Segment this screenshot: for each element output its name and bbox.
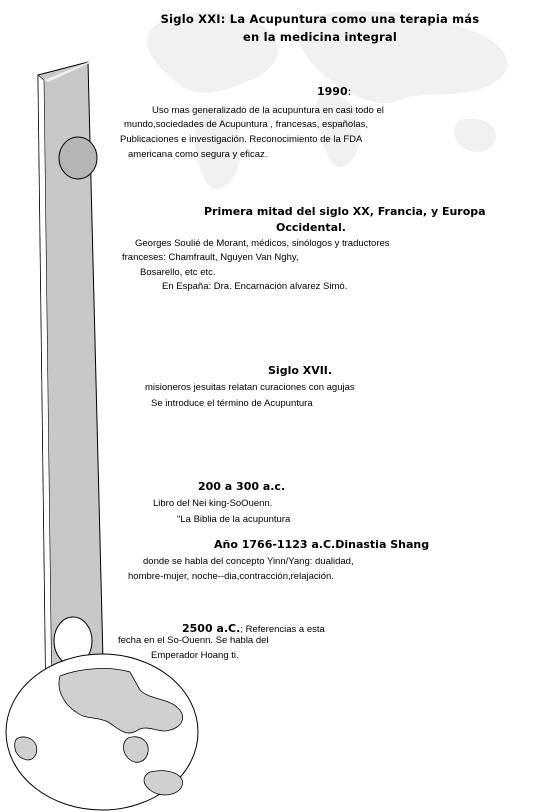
section-200-300-heading: 200 a 300 a.c. — [198, 480, 286, 493]
section-siglo-xvii-line-2: Se introduce el término de Acupuntura — [151, 398, 313, 409]
section-siglo-xx-line-3: Bosarello, etc etc. — [140, 267, 216, 278]
globe — [6, 654, 198, 810]
title-line-2: en la medicina integral — [243, 30, 397, 44]
section-shang-line-2: hombre-mujer, noche--dia,contracción,relajación. — [128, 571, 334, 582]
acupuncture-needle-pillar — [38, 62, 104, 708]
pillar-circle-top — [59, 137, 97, 179]
section-200-300-line-1: Libro del Nei king-SoOuenn. — [153, 498, 273, 509]
section-1990-line-4: americana como segura y eficaz. — [128, 149, 268, 160]
page-title — [150, 10, 490, 46]
section-2500-line-2: Emperador Hoang ti. — [151, 650, 239, 661]
section-1990-line-3: Publicaciones e investigación. Reconocimiento de la FDA — [120, 134, 363, 145]
section-2500-heading-suffix: ; Referencias a esta — [240, 624, 325, 635]
section-siglo-xvii-line-1: misioneros jesuitas relatan curaciones con agujas — [145, 382, 355, 393]
section-siglo-xx-line-4: En España: Dra. Encarnación alvarez Simó. — [162, 281, 348, 292]
section-siglo-xx-line-1: Georges Soulié de Morant, médicos, sinólogos y traductores — [135, 238, 390, 249]
section-1990-line-1: Uso mas generalizado de la acupuntura en casi todo el — [152, 105, 384, 116]
section-1990-heading-wrap — [317, 85, 351, 98]
section-200-300-line-2: "La Biblia de la acupuntura — [177, 514, 291, 525]
section-1990-heading-suffix: : — [347, 85, 352, 98]
section-shang-heading: Año 1766-1123 a.C.Dinastia Shang — [214, 538, 430, 551]
section-siglo-xx-heading-1: Primera mitad del siglo XX, Francia, y Europa — [204, 205, 486, 218]
section-shang-line-1: donde se habla del concepto Yinn/Yang: dualidad, — [143, 556, 354, 567]
section-siglo-xvii-heading: Siglo XVII. — [268, 364, 333, 377]
section-siglo-xx-heading-2: Occidental. — [276, 221, 346, 234]
section-siglo-xx-line-2: franceses: Chamfrault, Nguyen Van Nghy, — [122, 252, 299, 263]
section-1990-line-2: mundo,sociedades de Acupuntura , francesas, españolas, — [124, 119, 368, 130]
title-line-1: Siglo XXI: La Acupuntura como una terapia más — [160, 12, 480, 26]
section-2500-heading: 2500 a.C. — [182, 622, 241, 635]
section-1990-heading: 1990 — [317, 85, 348, 98]
section-2500-line-1: fecha en el So-Ouenn. Se habla del — [118, 635, 269, 646]
